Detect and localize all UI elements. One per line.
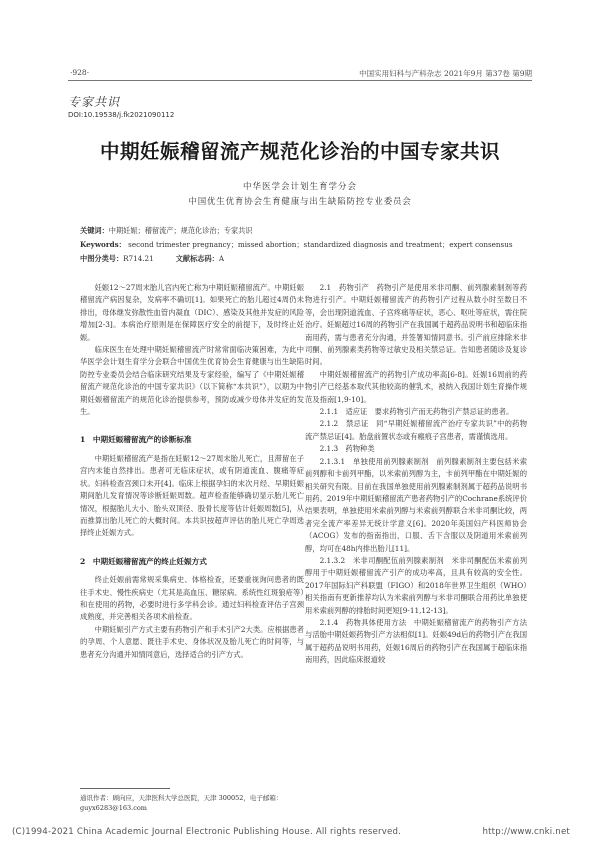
keywords-block bbox=[80, 224, 520, 266]
paragraph: 2.1.1 适应证 要求药物引产而无药物引产禁忌证的患者。 bbox=[319, 407, 514, 417]
author: 中华医学会计划生育学分会 bbox=[242, 182, 357, 192]
section-heading: 2 中期妊娠稽留流产的终止妊娠方式 bbox=[80, 556, 207, 566]
paragraph: 妊娠12～27周末胎儿宫内死亡称为中期妊娠稽留流产。中期妊娠稽留流产病因复杂，发病率不确切[1]。如果死亡的胎儿超过4周仍未排出，母体继发弥散性血管内凝血（DIC）、感染及其他并发症的风险增加[2-3]。本病治疗原则是在保障医疗安全的前提下，及时终止妊娠。 bbox=[80, 283, 304, 342]
paragraph: 2.1.3.2 米非司酮配伍前列腺素制剂 米非司酮配伍米索前列醇用于中期妊娠稽留流产引产的成功率高，且具有较高的安全性。2017年国际妇产科联盟（FIGO）和2018年世界卫生组织（WHO）相关指南有更新推荐均认为米索前列醇与米非司酮联合用药比单独使用米索前列醇的排胎时间更短[9-11,12-13]。 bbox=[305, 555, 527, 615]
paragraph: 2.1.3.1 单独使用前列腺素制剂 前列腺素制剂主要包括米索前列醇和卡前列甲酯，以米索前列醇为主，卡前列甲酯在中期妊娠的相关研究有限。目前在我国单独使用前列腺素制剂属于超药品说明书用药。2019年中期妊娠稽留流产患者药物引产的Cochrane系统评价结果表明，单独使用米索前列醇与米索前列醇联合米非司酮比较，两者完全流产率差异无统计学意义[6]。2020年美国妇产科医师协会（ACOG）发布的指南指出，口服、舌下含服以及阴道用米索前列醇，均可在48h内排出胎儿[11]。 bbox=[305, 456, 528, 553]
paragraph: 2.1.3 药物种类 bbox=[319, 444, 375, 454]
page-number: ·928· bbox=[70, 68, 90, 77]
paragraph: 临床医生在处理中期妊娠稽留流产时常常面临决策困难，为此中华医学会计划生育学分会联合中国优生优育协会生育健康与出生缺陷防控专业委员会结合临床研究结果及专家经验，编写了《中期妊娠稽留流产规范化诊治的中国专家共识》（以下简称“本共识”），以期为中期妊娠稽留流产的规范化诊治提供参考，预防或减少母体并发症的发生。 bbox=[80, 345, 304, 417]
paragraph: 中期妊娠稽留流产是指在妊娠12～27周末胎儿死亡，且滞留在子宫内未能自然排出。患者可无临床症状，或有阴道流血、腹痛等症状。妇科检查宫颈口未开[4]。临床上根据孕妇的末次月经、早期妊娠期间胎儿发育情况等诊断妊娠周数。超声检查能够确切显示胎儿死亡情况，根据胎儿大小、胎头双顶径、股骨长度等估计妊娠周数[5]，从而推算出胎儿死亡的大概时间。本共识按超声评估的胎儿死亡孕周选择终止妊娠方式。 bbox=[80, 453, 304, 538]
keywords-en: Keywords： second trimester pregnancy；missed abortion；standardized diagnosis and treatment；expert consensus bbox=[80, 240, 513, 249]
copyright-text: (C)1994-2021 China Academic Journal Electronic Publishing House. All rights reserved. bbox=[12, 827, 402, 837]
journal-header: 中国实用妇科与产科杂志 2021年9月 第37卷 第9期 bbox=[359, 69, 532, 78]
paragraph: 中期妊娠稽留流产的药物引产成功率高[6-8]。妊娠16周前的药物引产已经基本取代其他较高的催乳术，被纳入我国计划生育操作规范及指南[1,9-10]。 bbox=[305, 369, 527, 404]
section-heading: 1 中期妊娠稽留流产的诊断标准 bbox=[80, 435, 192, 445]
right-column bbox=[305, 282, 527, 667]
paragraph: 终止妊娠前需常规采集病史、体格检查，还要重视询问患者的既往手术史、慢性疾病史（尤其是高血压、糖尿病、系统性红斑狼疮等）和在使用的药物，必要时进行多学科会诊。通过妇科检查评估子宫颈成熟度，并完善相关各项术前检查。 bbox=[80, 575, 304, 622]
left-column bbox=[80, 282, 304, 661]
column-name: 专家共识 bbox=[68, 95, 121, 109]
classification: 中图分类号：R714.21 文献标志码：A bbox=[80, 254, 225, 263]
paragraph: 2.1.4 药物具体使用方法 中期妊娠稽留流产的药物引产方法与活胎中期妊娠药物引产方法相似[1]。妊娠49d后的药物引产在我国属于超药品说明书用药，妊娠16周后的药物引产在我国属于超临床指南用药，因此临床报道较 bbox=[305, 617, 527, 665]
affiliation: 中国优生优育协会生育健康与出生缺陷防控专业委员会 bbox=[188, 197, 412, 207]
article-title: 中期妊娠稽留流产规范化诊治的中国专家共识 bbox=[99, 140, 500, 163]
footnote: 通讯作者：顾向应，天津医科大学总医院，天津 300052，电子邮箱：guyx6283@163.com bbox=[80, 794, 283, 812]
footnote-rule bbox=[80, 788, 170, 789]
cnki-link[interactable]: http://www.cnki.net bbox=[482, 827, 570, 837]
paragraph: 2.1 药物引产 药物引产是使用米非司酮、前列腺素制剂等药物进行引产。中期妊娠稽留流产的药物引产过程从数小时至数日不等，会出现阴道流血、子宫疼痛等症状，恶心、呕吐等症状，需住院治疗。妊娠超过16周的药物引产在我国属于超药品说明书和超临床指南用药，需与患者充分沟通，并签署知情同意书。引产前应排除米非司酮、前列腺素类药物等过敏史及相关禁忌证。告知患者随诊及复诊时间。 bbox=[305, 283, 527, 367]
doi: DOI:10.19538/j.fk2021090112 bbox=[68, 111, 175, 119]
keywords-cn: 关键词：中期妊娠；稽留流产；规范化诊治；专家共识 bbox=[80, 226, 253, 235]
paragraph: 2.1.2 禁忌证 同“早期妊娠稽留流产治疗专家共识”中的药物流产禁忌证[4]。胎盘前置状态或有瘢痕子宫患者，需谨慎选用。 bbox=[305, 419, 527, 441]
header-rule bbox=[68, 80, 532, 81]
paragraph: 中期妊娠引产方式主要有药物引产和手术引产2大类。应根据患者的孕周、个人意愿、既往手术史、身体状况及胎儿死亡的时间等，与患者充分沟通并知情同意后，选择适合的引产方式。 bbox=[80, 624, 304, 659]
